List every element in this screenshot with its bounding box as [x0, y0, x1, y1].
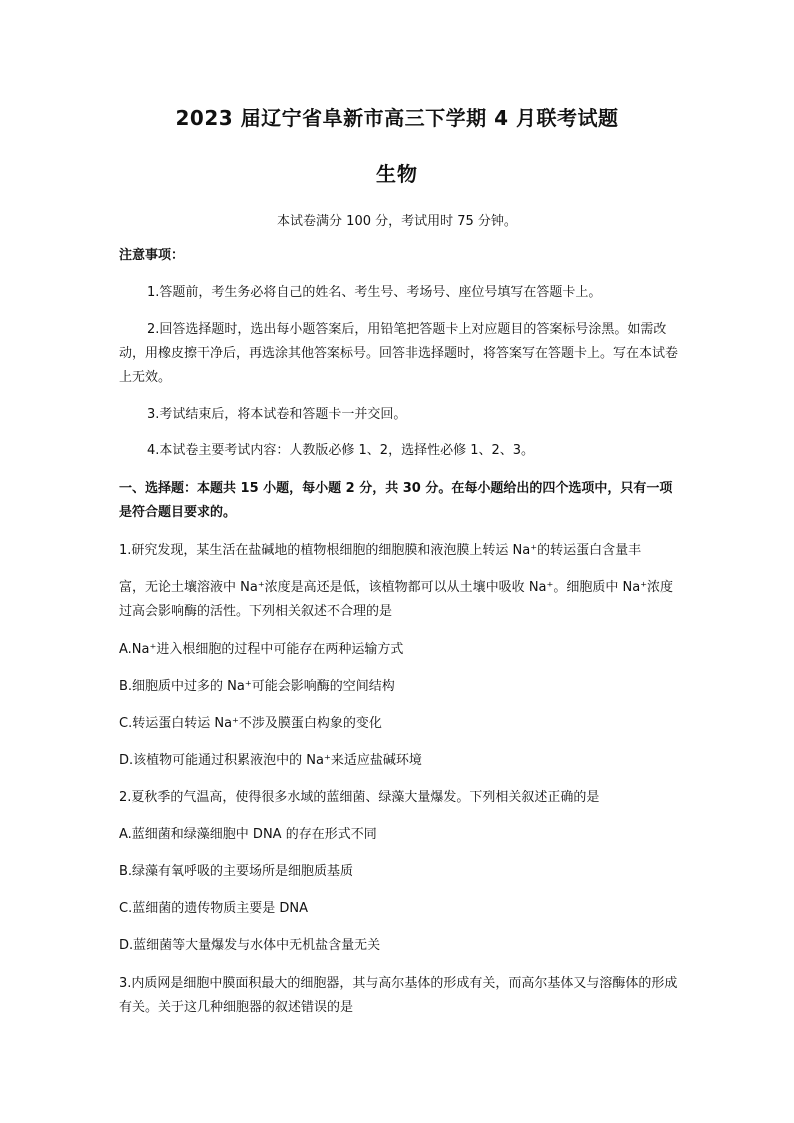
exam-title: 2023 届辽宁省阜新市高三下学期 4 月联考试题: [175, 106, 619, 130]
question-2-option-c: C.蓝细菌的遗传物质主要是 DNA: [119, 901, 308, 916]
section-heading: 一、选择题：本题共 15 小题，每小题 2 分，共 30 分。在每小题给出的四个选项中，只有一项是符合题目要求的。: [119, 481, 673, 520]
notice-heading: 注意事项：: [119, 248, 185, 263]
question-2-option-d: D.蓝细菌等大量爆发与水体中无机盐含量无关: [119, 938, 381, 953]
notice-item-1: 1.答题前，考生务必将自己的姓名、考生号、考场号、座位号填写在答题卡上。: [147, 285, 602, 300]
question-2-stem: 2.夏秋季的气温高，使得很多水域的蓝细菌、绿藻大量爆发。下列相关叙述正确的是: [119, 790, 600, 805]
notice-item-3: 3.考试结束后，将本试卷和答题卡一并交回。: [147, 407, 407, 422]
question-2-option-a: A.蓝细菌和绿藻细胞中 DNA 的存在形式不同: [119, 827, 377, 842]
question-1-option-a: A.Na⁺进入根细胞的过程中可能存在两种运输方式: [119, 642, 404, 657]
question-1-option-d: D.该植物可能通过积累液泡中的 Na⁺来适应盐碱环境: [119, 753, 422, 768]
notice-item-4: 4.本试卷主要考试内容：人教版必修 1、2，选择性必修 1、2、3。: [147, 443, 535, 458]
question-2-option-b: B.绿藻有氧呼吸的主要场所是细胞质基质: [119, 864, 354, 879]
question-1-option-b: B.细胞质中过多的 Na⁺可能会影响酶的空间结构: [119, 679, 395, 694]
question-1-option-c: C.转运蛋白转运 Na⁺不涉及膜蛋白构象的变化: [119, 716, 382, 731]
exam-meta: 本试卷满分 100 分，考试用时 75 分钟。: [277, 214, 517, 229]
question-1-stem-line2: 富，无论土壤溶液中 Na⁺浓度是高还是低，该植物都可以从土壤中吸收 Na⁺。细胞质中 Na⁺浓度过高会影响酶的活性。下列相关叙述不合理的是: [119, 580, 674, 619]
question-3-stem: 3.内质网是细胞中膜面积最大的细胞器，其与高尔基体的形成有关，而高尔基体又与溶酶体的形成有关。关于这几种细胞器的叙述错误的是: [119, 976, 678, 1015]
question-1-stem-line1: 1.研究发现，某生活在盐碱地的植物根细胞的细胞膜和液泡膜上转运 Na⁺的转运蛋白含量丰: [119, 543, 642, 558]
subject-title: 生物: [376, 162, 418, 186]
notice-item-2: 2.回答选择题时，选出每小题答案后，用铅笔把答题卡上对应题目的答案标号涂黑。如需改动，用橡皮擦干净后，再选涂其他答案标号。回答非选择题时，将答案写在答题卡上。写在本试卷上无效。: [119, 322, 679, 385]
